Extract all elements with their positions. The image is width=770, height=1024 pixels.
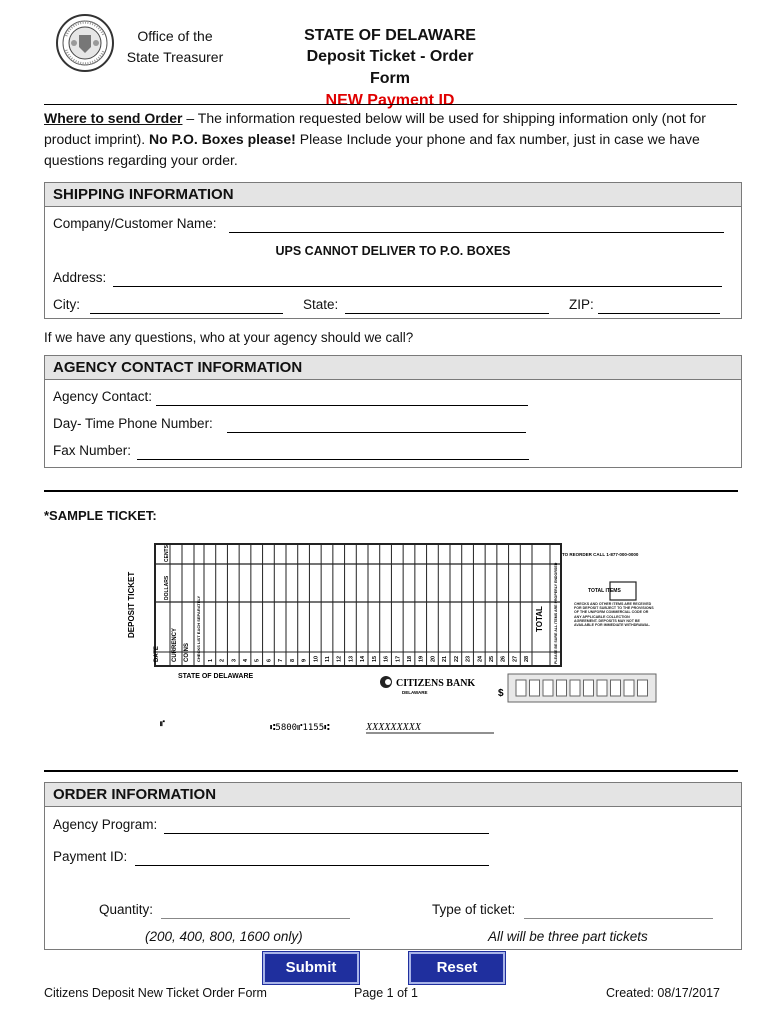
ticket-total-label: TOTAL [535, 606, 544, 632]
ticket-row-number: 6 [266, 658, 273, 662]
ticket-amount-box [611, 680, 621, 696]
ticket-reorder: TO REORDER CALL 1-877-000-0000 [562, 552, 639, 557]
sample-ticket-label: *SAMPLE TICKET: [44, 508, 157, 523]
order-section [44, 782, 742, 950]
ticket-row-number: 7 [278, 658, 285, 662]
ticket-amount-box [543, 680, 553, 696]
ticket-row-number: 13 [348, 655, 355, 662]
ticket-row-number: 18 [407, 655, 413, 662]
company-label: Company/Customer Name: [53, 216, 217, 231]
quantity-field[interactable] [161, 905, 350, 919]
ticket-row-number: 27 [512, 655, 519, 662]
ticket-amount-box [530, 680, 540, 696]
ticket-row-number: 22 [453, 655, 460, 662]
ticket-bank-name: CITIZENS BANK [396, 678, 476, 689]
ticket-currency-label: CURRENCY [172, 627, 178, 662]
ticket-endorse-text: PLEASE BE SURE ALL ITEMS ARE PROPERLY ENDORSED [554, 562, 558, 664]
intro-bold: No P.O. Boxes please! [149, 131, 296, 147]
intro-paragraph [44, 108, 734, 171]
ticket-row-number: 11 [325, 656, 331, 662]
ticket-row-number: 15 [371, 655, 378, 662]
agency-section [44, 355, 742, 468]
ticket-row-number: 19 [418, 655, 425, 662]
contact-question: If we have any questions, who at your agency should we call? [44, 330, 414, 345]
header-divider [44, 104, 737, 105]
footer-created-date: Created: 08/17/2017 [606, 986, 720, 1000]
phone-field[interactable] [227, 419, 526, 433]
ticket-row-number: 16 [383, 655, 390, 662]
zip-label: ZIP: [569, 297, 594, 312]
svg-text:⑈: ⑈ [160, 719, 165, 728]
sample-divider-top [44, 490, 738, 492]
ticket-row-number: 3 [231, 658, 238, 662]
ticket-state-name: STATE OF DELAWARE [178, 673, 254, 680]
state-label: State: [303, 297, 339, 312]
footer-page-number: Page 1 of 1 [354, 986, 418, 1000]
phone-label: Day- Time Phone Number: [53, 416, 213, 431]
ticket-row-number: 1 [207, 658, 214, 662]
ticket-type-note: All will be three part tickets [488, 929, 648, 944]
intro-lead: Where to send Order [44, 110, 183, 126]
ticket-row-number: 10 [313, 655, 320, 662]
office-line-1: Office of the [137, 28, 213, 44]
ticket-row-number: 14 [360, 655, 367, 662]
payment-id-field[interactable] [135, 852, 489, 866]
order-heading: ORDER INFORMATION [45, 783, 741, 807]
state-seal-logo [56, 14, 114, 72]
ticket-dollars-label: DOLLARS [164, 575, 170, 600]
ticket-micr-x: XXXXXXXXX [366, 722, 421, 733]
ticket-row-number: 17 [395, 655, 402, 662]
ticket-date-label: DATE [154, 646, 160, 662]
ticket-row-number: 12 [336, 655, 343, 662]
sample-divider-bottom [44, 770, 738, 772]
submit-button[interactable]: Submit [263, 952, 359, 984]
ticket-row-number: 23 [465, 655, 472, 662]
quantity-label: Quantity: [99, 902, 154, 917]
intro-text-2: Please Include your phone and fax number, just in case we have questions regarding your order. [44, 131, 700, 168]
page-subtitle: Deposit Ticket - Order Form [306, 48, 474, 87]
page-title: STATE OF DELAWARE [304, 27, 476, 44]
ticket-checks-label: CHECKS LIST EACH SEPARATELY [196, 595, 201, 662]
agency-program-field[interactable] [164, 820, 489, 834]
office-line-2: State Treasurer [126, 49, 224, 65]
city-label: City: [53, 297, 80, 312]
agency-contact-label: Agency Contact: [53, 389, 153, 404]
title-block [290, 25, 490, 112]
ticket-bank-state: DELAWARE [402, 690, 428, 695]
address-label: Address: [53, 270, 107, 285]
state-field[interactable] [345, 300, 549, 314]
seal-icon [58, 16, 112, 70]
ticket-amount-box [597, 680, 607, 696]
payment-id-label: Payment ID: [53, 849, 128, 864]
ticket-cents-label: CENTS [164, 545, 170, 562]
shipping-section [44, 182, 742, 319]
fax-label: Fax Number: [53, 443, 132, 458]
ticket-row-number: 24 [477, 655, 484, 662]
quantity-note: (200, 400, 800, 1600 only) [145, 929, 303, 944]
ticket-row-number: 9 [301, 658, 308, 662]
ups-warning: UPS CANNOT DELIVER TO P.O. BOXES [275, 244, 511, 258]
new-payment-id-banner: NEW Payment ID [325, 92, 455, 109]
footer-form-name: Citizens Deposit New Ticket Order Form [44, 986, 267, 1000]
ticket-row-number: 2 [219, 658, 226, 662]
ticket-coins-label: COINS [184, 642, 190, 662]
ticket-amount-box [516, 680, 526, 696]
ticket-dollar-sign: $ [498, 688, 504, 699]
ticket-amount-box [557, 680, 567, 696]
agency-contact-field[interactable] [156, 392, 528, 406]
ticket-amount-box [638, 680, 648, 696]
agency-program-label: Agency Program: [53, 817, 158, 832]
sample-ticket-image [120, 540, 680, 745]
ticket-row-number: 28 [524, 655, 531, 662]
ticket-amount-box [624, 680, 634, 696]
ticket-amount-box [584, 680, 594, 696]
ticket-row-number: 20 [430, 655, 437, 662]
ticket-type-label: Type of ticket: [432, 902, 516, 917]
ticket-fine-print: CHECKS AND OTHER ITEMS ARE RECEIVED FOR DEPOSIT SUBJECT TO THE PROVISIONS OF THE UNIFORM COMMERCIAL CODE OR ANY APPLICABLE COLLECTION AGREEMENT. DEPOSITS MAY NOT BE AVAILABLE FOR IMMEDIATE WITHDRAWAL. [574, 602, 654, 628]
fax-field[interactable] [137, 446, 529, 460]
ticket-row-number: 8 [289, 658, 296, 662]
office-name [120, 26, 230, 68]
ticket-row-number: 26 [500, 655, 507, 662]
ticket-total-items: TOTAL ITEMS [588, 588, 621, 594]
ticket-row-number: 21 [442, 655, 449, 662]
shipping-heading: SHIPPING INFORMATION [45, 183, 741, 207]
sample-ticket-graphic [120, 540, 680, 745]
ticket-micr: ⑆5800⑈1155⑆ [270, 723, 330, 733]
zip-field[interactable] [598, 300, 720, 314]
agency-heading: AGENCY CONTACT INFORMATION [45, 356, 741, 380]
reset-button[interactable]: Reset [409, 952, 505, 984]
ticket-row-number: 5 [254, 658, 261, 662]
address-field[interactable] [113, 273, 722, 287]
ticket-side-title: DEPOSIT TICKET [127, 571, 136, 638]
company-field[interactable] [229, 219, 724, 233]
ticket-row-number: 4 [243, 658, 249, 662]
city-field[interactable] [90, 300, 283, 314]
ticket-type-field[interactable] [524, 905, 713, 919]
ticket-amount-box [570, 680, 580, 696]
intro-text-1: – The information requested below will be used for shipping information only (not for product imprint). [44, 110, 706, 147]
ticket-row-number: 25 [489, 655, 495, 662]
